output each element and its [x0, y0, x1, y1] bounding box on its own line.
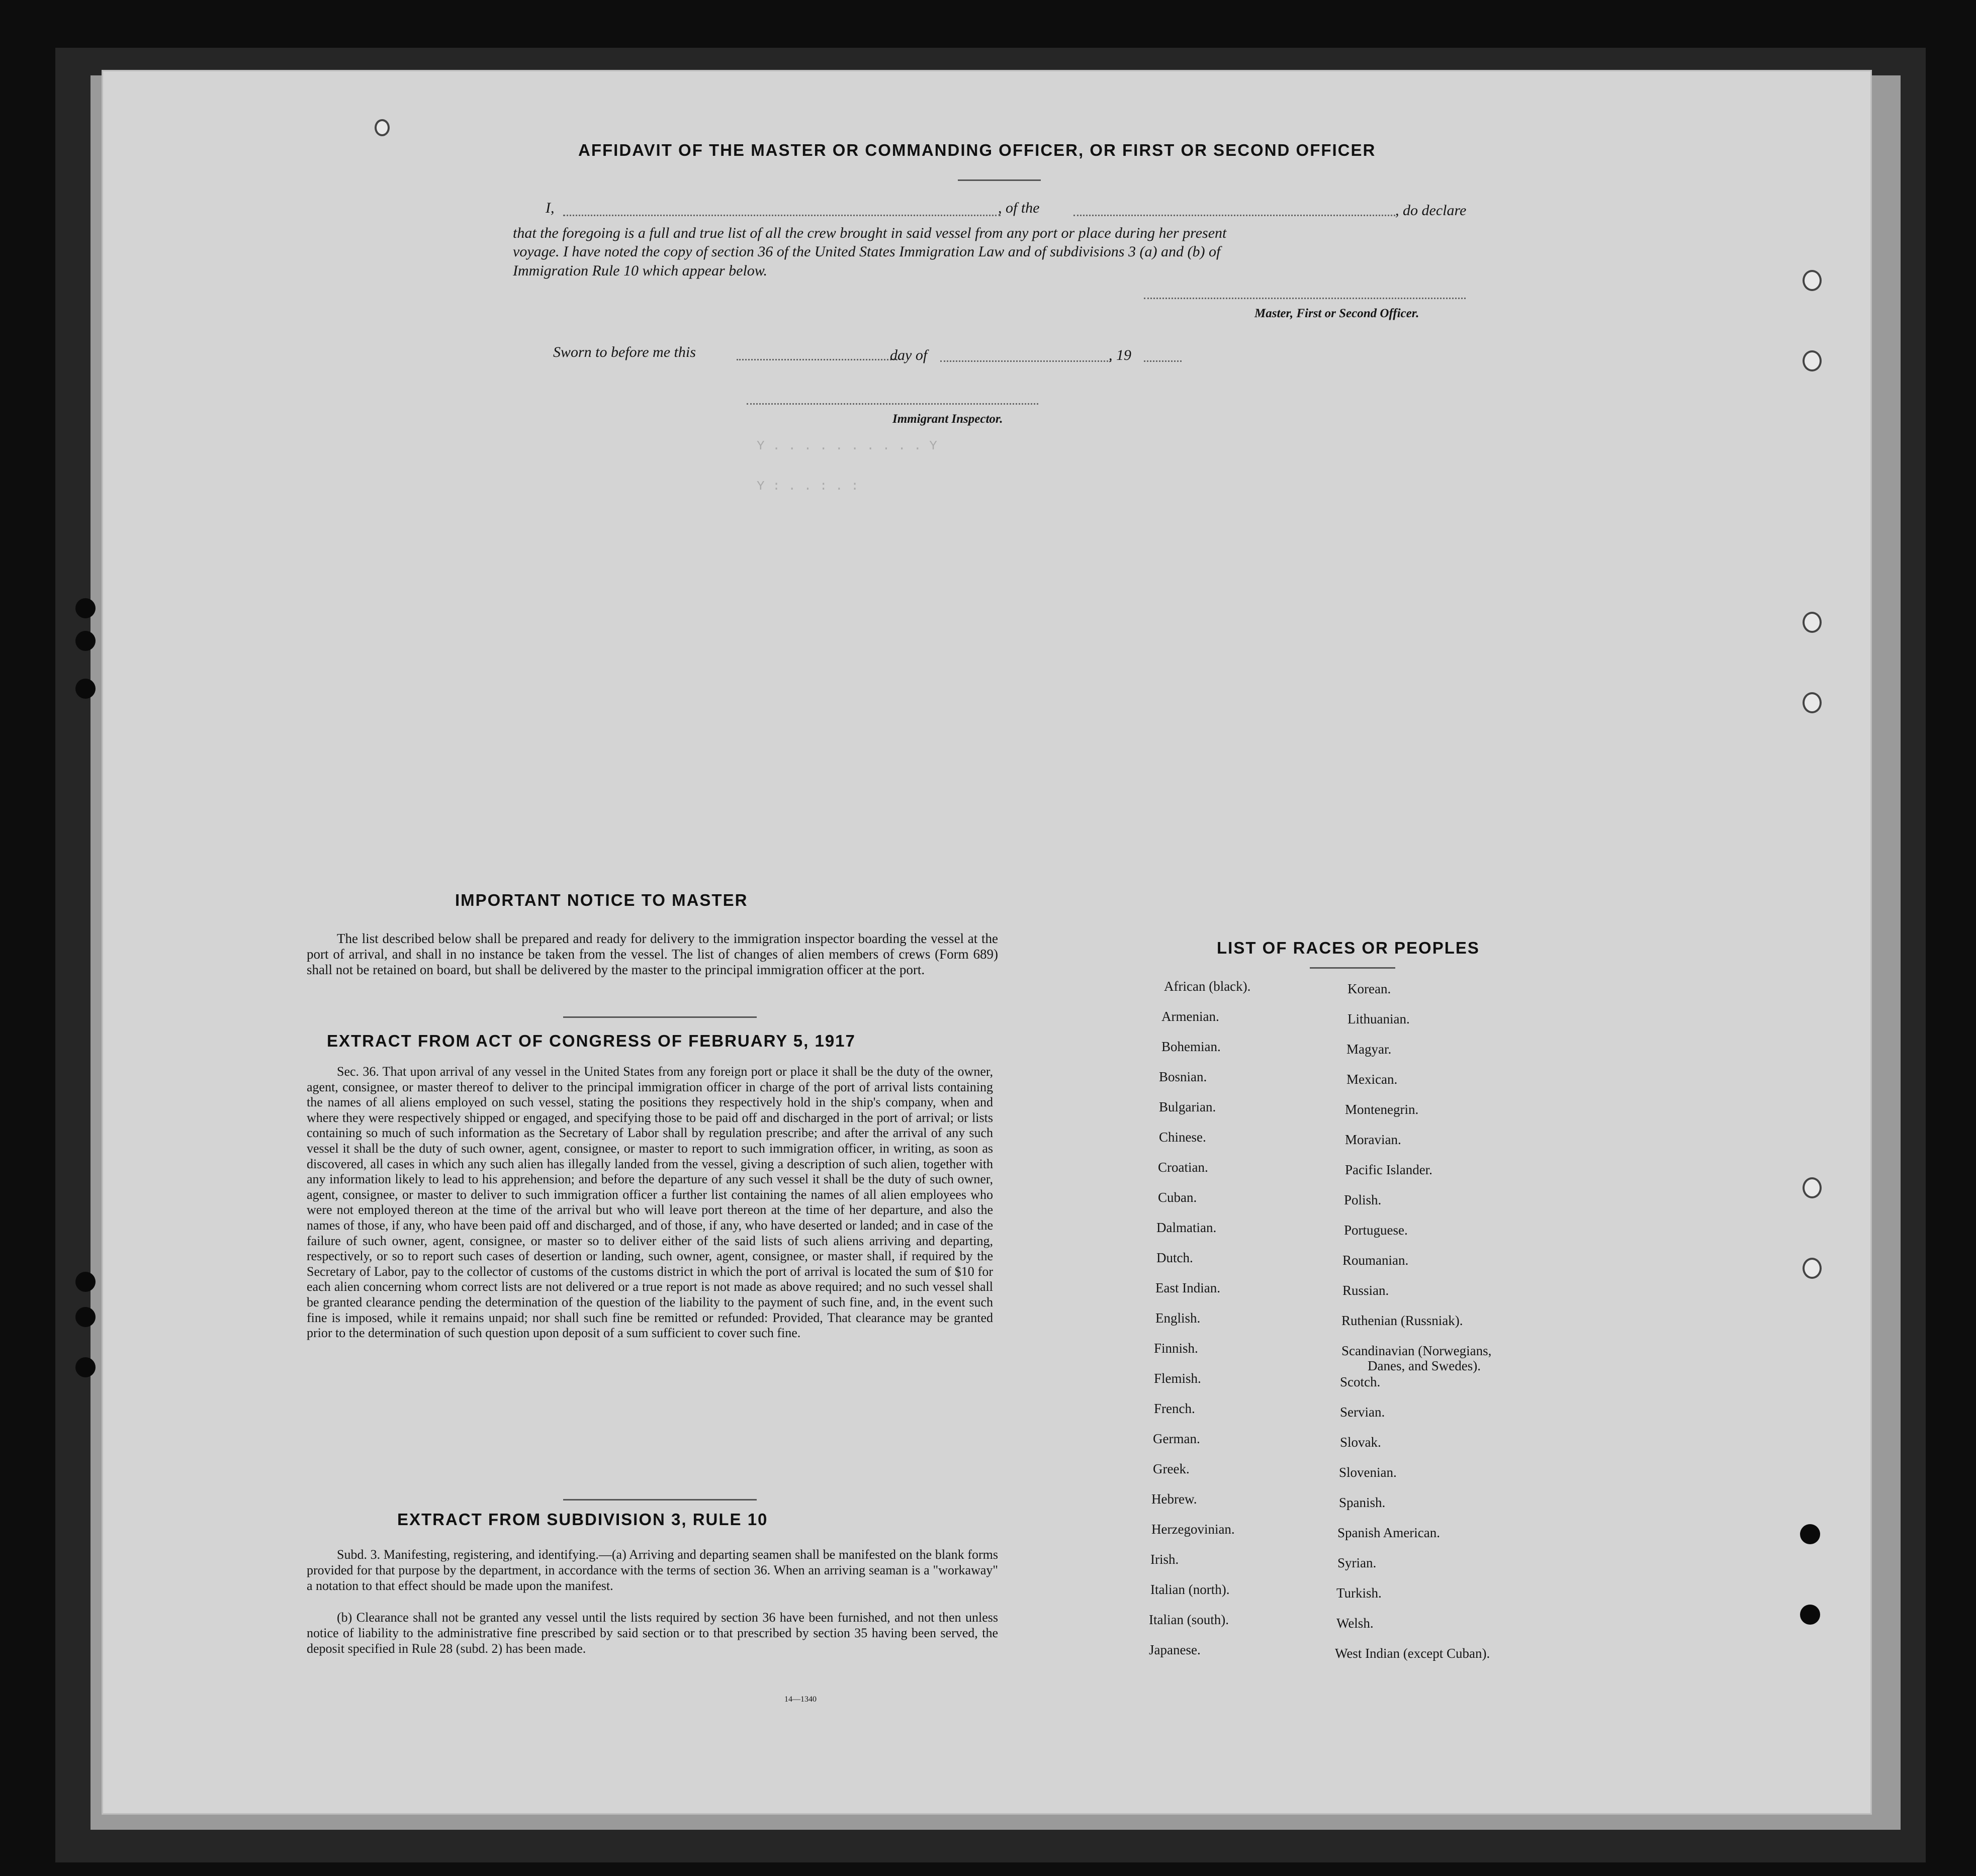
bleed-through-text: Y . . . . . . . . . . Y [757, 438, 937, 453]
race-item: Bohemian. [1161, 1039, 1221, 1054]
document-page [103, 71, 1870, 1813]
race-item: Scotch. [1340, 1374, 1381, 1389]
race-item: Roumanian. [1342, 1253, 1409, 1268]
race-item: Armenian. [1161, 1009, 1219, 1024]
binder-hole [75, 631, 96, 651]
punch-hole [1803, 350, 1822, 371]
race-item: Bulgarian. [1159, 1099, 1216, 1114]
signature-line[interactable] [1144, 298, 1466, 299]
race-item: Flemish. [1154, 1371, 1201, 1386]
race-item: African (black). [1164, 979, 1251, 994]
sworn-day-line[interactable] [737, 359, 897, 360]
race-item: Hebrew. [1151, 1491, 1197, 1507]
race-item: Turkish. [1336, 1585, 1382, 1601]
race-item: Montenegrin. [1345, 1102, 1419, 1117]
of-the-label: , of the [998, 200, 1040, 216]
races-title: LIST OF RACES OR PEOPLES [1217, 939, 1480, 957]
race-item: Russian. [1342, 1283, 1389, 1298]
race-item: Slovak. [1340, 1435, 1381, 1450]
race-item: Lithuanian. [1348, 1011, 1410, 1026]
bleed-through-text: Y : . . : . : [757, 479, 859, 494]
race-item: West Indian (except Cuban). [1335, 1646, 1490, 1661]
section-rule [563, 1016, 757, 1018]
race-item: Syrian. [1337, 1555, 1377, 1570]
race-item: Scandinavian (Norwegians, [1341, 1343, 1492, 1358]
declarant-name-line[interactable] [563, 215, 1001, 216]
sworn-year-line[interactable] [1144, 360, 1182, 362]
inspector-caption: Immigrant Inspector. [892, 412, 1003, 426]
day-of-label: day of [890, 347, 928, 363]
race-item: Welsh. [1336, 1616, 1374, 1631]
notice-title: IMPORTANT NOTICE TO MASTER [455, 891, 748, 909]
race-item: Italian (north). [1150, 1582, 1230, 1597]
punch-hole [1803, 1258, 1822, 1279]
race-item: Irish. [1150, 1552, 1179, 1567]
race-item: Cuban. [1158, 1190, 1197, 1205]
race-item: Polish. [1344, 1192, 1382, 1207]
punch-hole-dark [1800, 1605, 1820, 1625]
sworn-month-line[interactable] [940, 360, 1111, 362]
binder-hole [75, 1307, 96, 1327]
binder-hole [75, 1272, 96, 1292]
signature-caption: Master, First or Second Officer. [1254, 307, 1419, 320]
punch-hole-dark [1800, 1524, 1820, 1544]
race-item: Finnish. [1154, 1341, 1198, 1356]
punch-hole [375, 119, 390, 136]
affidavit-line-2: that the foregoing is a full and true list of all the crew brought in said vessel from any port or place during her present [513, 225, 1227, 241]
affidavit-title: AFFIDAVIT OF THE MASTER OR COMMANDING OFFICER, OR FIRST OR SECOND OFFICER [578, 141, 1376, 159]
race-item: Korean. [1348, 981, 1391, 996]
punch-hole [1803, 612, 1822, 633]
race-item: German. [1153, 1431, 1200, 1446]
race-item: Croatian. [1158, 1160, 1208, 1175]
notice-text: The list described below shall be prepared and ready for delivery to the immigration inspector boarding the vessel at the port of arrival, and shall in no instance be taken from the vessel. The list of changes of alien members of crews (Form 689) shall not be retained on board, but shall be delivered by the master to the principal immigration officer at the port. [307, 931, 998, 977]
race-item: Spanish. [1339, 1495, 1386, 1510]
punch-hole [1803, 1177, 1822, 1198]
affidavit-line-3: voyage. I have noted the copy of section 36 of the United States Immigration Law and of subdivisions 3 (a) and (b) of [513, 243, 1221, 260]
race-item: Pacific Islander. [1345, 1162, 1432, 1177]
declarant-label: I, [546, 200, 555, 216]
inspector-signature-line[interactable] [747, 403, 1038, 405]
act-extract-text: Sec. 36. That upon arrival of any vessel in the United States from any foreign port or place it shall be the duty of the owner, agent, consignee, or master thereof to deliver to the principal immigration officer in charge of the port of arrival lists containing the names of all aliens employed on such vessel, stating the positions they respectively hold in the ship's company, when and where they were respectively shipped or engaged, and specifying those to be paid off and discharged in the port of arrival; or lists containing so much of such information as the Secretary of Labor shall by regulation prescribe; and after the arrival of any such vessel it shall be the duty of such owner, agent, consignee, or master to report to such immigration officer, in writing, as soon as discovered, all cases in which any such alien has illegally landed from the vessel, giving a description of such alien, together with any information likely to lead to his apprehension; and before the departure of any such vessel it shall be the duty of such owner, agent, consignee, or master to deliver to such immigration officer a further list containing the names of all alien employees who were not employed thereon at the time of the arrival but who will leave port thereon at the time of her departure, and also the names of those, if any, who have been paid off and discharged, and of those, if any, who have deserted or landed; and in case of the failure of such owner, agent, consignee, or master so to deliver either of the said lists of such aliens arriving and departing, respectively, or so to report such cases of desertion or landing, such owner, agent, consignee, or master shall, if required by the Secretary of Labor, pay to the collector of customs of the customs district in which the port of arrival is located the sum of $10 for each alien concerning whom correct lists are not delivered or a true report is not made as above required; and no such vessel shall be granted clearance pending the determination of the question of the liability to the payment of such fine, and, in the event such fine is imposed, while it remains unpaid; nor shall such fine be remitted or refunded: Provided, That clearance may be granted prior to the determination of such question upon deposit of a sum sufficient to cover such fine. [307, 1064, 993, 1341]
race-item: Chinese. [1159, 1130, 1206, 1145]
race-item: Italian (south). [1149, 1612, 1229, 1627]
race-item: French. [1154, 1401, 1195, 1416]
section-rule [563, 1499, 757, 1500]
race-item: East Indian. [1155, 1280, 1220, 1295]
title-rule [958, 179, 1041, 181]
race-item: Moravian. [1345, 1132, 1401, 1147]
race-item: Portuguese. [1344, 1223, 1408, 1238]
race-item: Ruthenian (Russniak). [1341, 1313, 1463, 1328]
rule-extract-text-a: Subd. 3. Manifesting, registering, and identifying.—(a) Arriving and departing seamen shall be manifested on the blank forms provided for that purpose by the department, in accordance with the terms of section 36. When an arriving seaman is a "workaway" a notation to that effect should be made upon the manifest. [307, 1547, 998, 1593]
race-item: Greek. [1153, 1461, 1190, 1476]
vessel-name-line[interactable] [1073, 215, 1395, 216]
races-title-rule [1310, 967, 1395, 969]
act-extract-title: EXTRACT FROM ACT OF CONGRESS OF FEBRUARY 5, 1917 [327, 1031, 856, 1050]
do-declare-label: , do declare [1395, 202, 1467, 219]
race-item: Mexican. [1346, 1072, 1398, 1087]
race-item: Herzegovinian. [1151, 1522, 1235, 1537]
race-item: Dalmatian. [1156, 1220, 1217, 1235]
race-item-continuation: Danes, and Swedes). [1368, 1358, 1481, 1373]
race-item: Bosnian. [1159, 1069, 1207, 1084]
rule-extract-title: EXTRACT FROM SUBDIVISION 3, RULE 10 [397, 1510, 768, 1529]
race-item: Dutch. [1156, 1250, 1193, 1265]
punch-hole [1803, 692, 1822, 713]
race-item: Servian. [1340, 1404, 1385, 1420]
race-item: Magyar. [1346, 1042, 1392, 1057]
race-item: English. [1155, 1310, 1201, 1326]
binder-hole [75, 1357, 96, 1377]
race-item: Japanese. [1149, 1642, 1201, 1657]
form-number: 14—1340 [784, 1695, 817, 1704]
affidavit-line-4: Immigration Rule 10 which appear below. [513, 262, 768, 279]
rule-extract-text-b: (b) Clearance shall not be granted any vessel until the lists required by section 36 have been furnished, and not then unless notice of liability to the administrative fine prescribed by said section or to that prescribed by section 35 having been served, the deposit specified in Rule 28 (subd. 2) has been made. [307, 1610, 998, 1656]
binder-hole [75, 598, 96, 618]
binder-hole [75, 679, 96, 699]
sworn-label: Sworn to before me this [553, 344, 696, 360]
year-label: , 19 [1109, 347, 1131, 363]
race-item: Spanish American. [1337, 1525, 1440, 1540]
race-item: Slovenian. [1339, 1465, 1397, 1480]
punch-hole [1803, 270, 1822, 291]
